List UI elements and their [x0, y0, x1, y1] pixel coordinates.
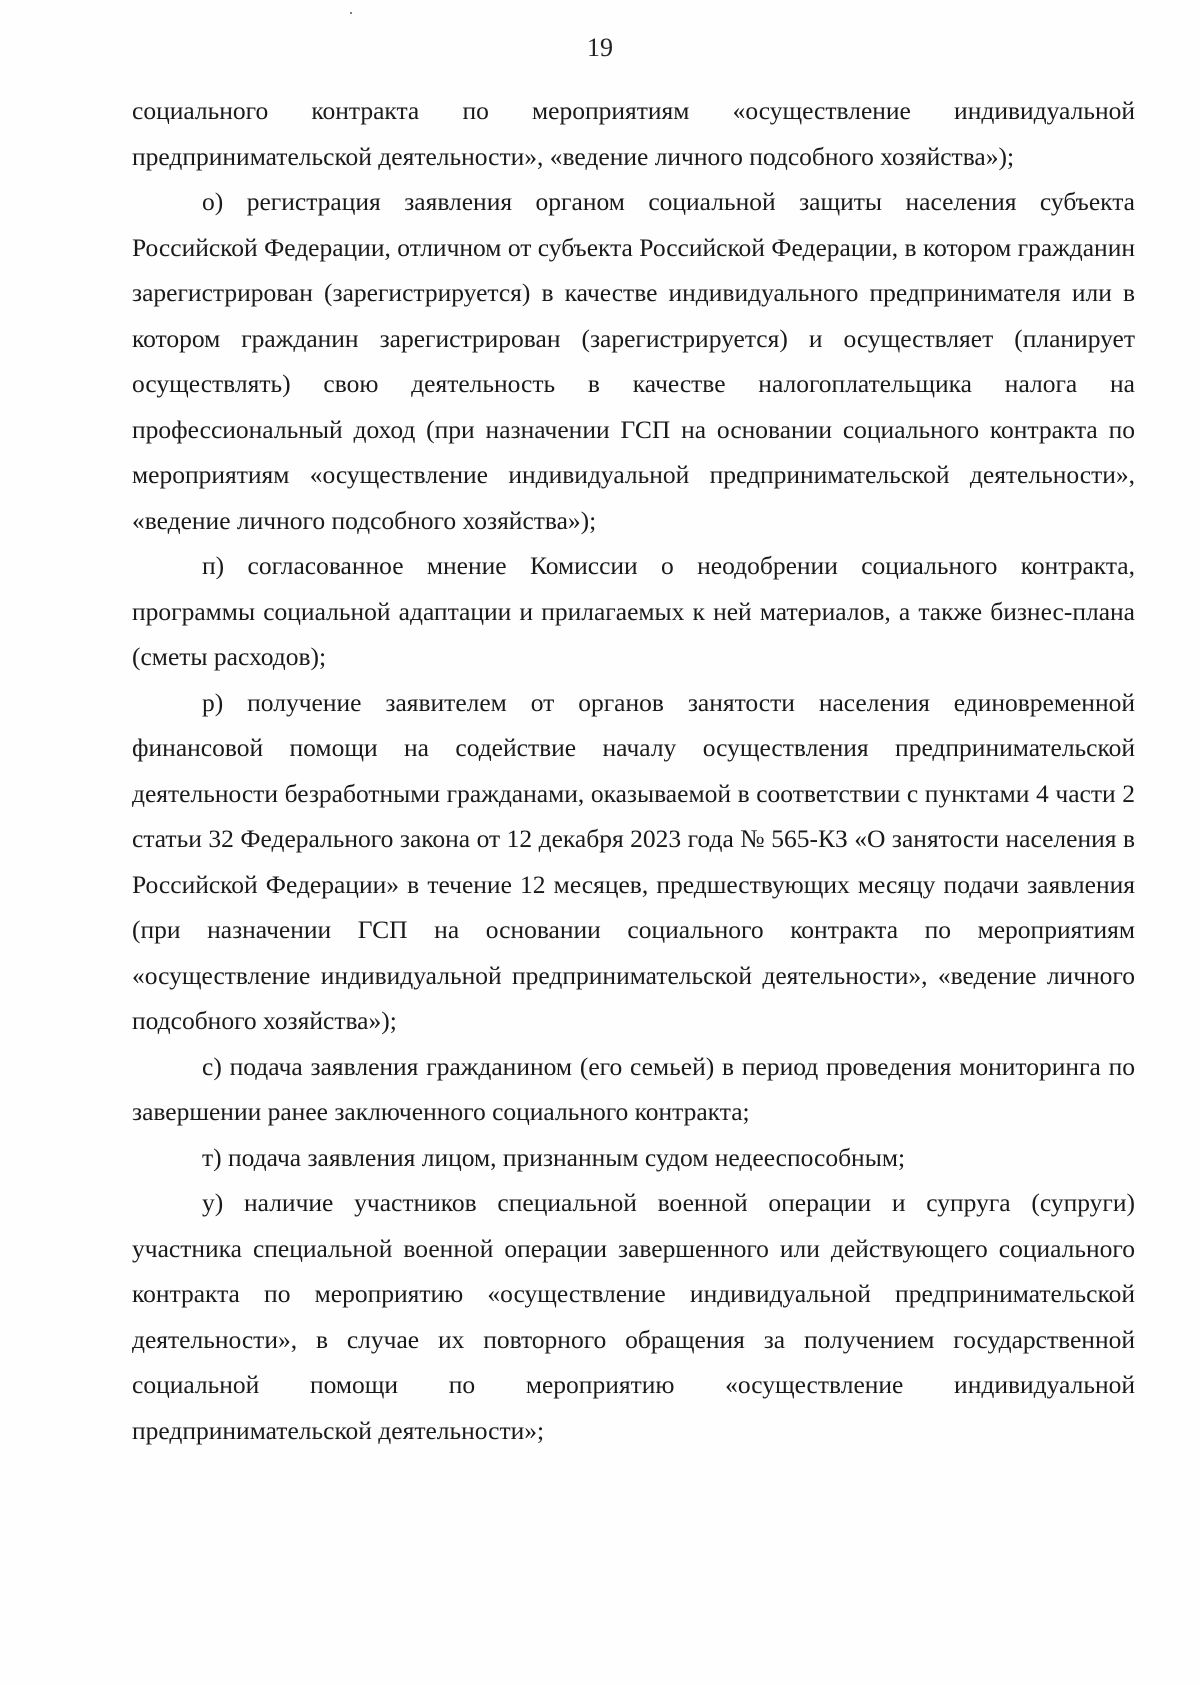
paragraph-item-s: с) подача заявления гражданином (его семьей) в период проведения мониторинга по завершении ранее заключенного социального контракта;: [132, 1051, 1135, 1126]
paragraph-continuation: социального контракта по мероприятиям «осуществление индивидуальной предпринимательской деятельности», «ведение личного подсобного хозяйства»);: [132, 96, 1135, 171]
paragraph-item-t: т) подача заявления лицом, признанным судом недееспособным;: [202, 1142, 906, 1172]
page-number: 19: [587, 33, 613, 62]
paragraph-item-o: о) регистрация заявления органом социальной защиты населения субъекта Российской Федерации, отличном от субъекта Российской Федерации, в котором гражданин зарегистрирован (зарегистрируется) в качестве индивидуального предпринимателя или в котором гражданин зарегистрирован (зарегистрируется) и осуществляет (планирует осуществлять) свою деятельность в качестве налогоплательщика налога на профессиональный доход (при назначении ГСП на основании социального контракта по мероприятиям «осуществление индивидуальной предпринимательской деятельности», «ведение личного подсобного хозяйства»);: [132, 187, 1135, 535]
scan-speck: [350, 12, 352, 14]
paragraph-item-r: р) получение заявителем от органов занятости населения единовременной финансовой помощи на содействие началу осуществления предпринимательской деятельности безработными гражданами, оказываемой в соответствии с пунктами 4 части 2 статьи 32 Федерального закона от 12 декабря 2023 года № 565-КЗ «О занятости населения в Российской Федерации» в течение 12 месяцев, предшествующих месяцу подачи заявления (при назначении ГСП на основании социального контракта по мероприятиям «осуществление индивидуальной предпринимательской деятельности», «ведение личного подсобного хозяйства»);: [132, 687, 1135, 1035]
paragraph-item-p: п) согласованное мнение Комиссии о неодобрении социального контракта, программы социальной адаптации и прилагаемых к ней материалов, а также бизнес-плана (сметы расходов);: [132, 551, 1135, 671]
document-body: [132, 88, 1135, 1453]
paragraph-item-u: у) наличие участников специальной военной операции и супруга (супруги) участника специальной военной операции завершенного или действующего социального контракта по мероприятию «осуществление индивидуальной предпринимательской деятельности», в случае их повторного обращения за получением государственной социальной помощи по мероприятию «осуществление индивидуальной предпринимательской деятельности»;: [132, 1188, 1135, 1445]
